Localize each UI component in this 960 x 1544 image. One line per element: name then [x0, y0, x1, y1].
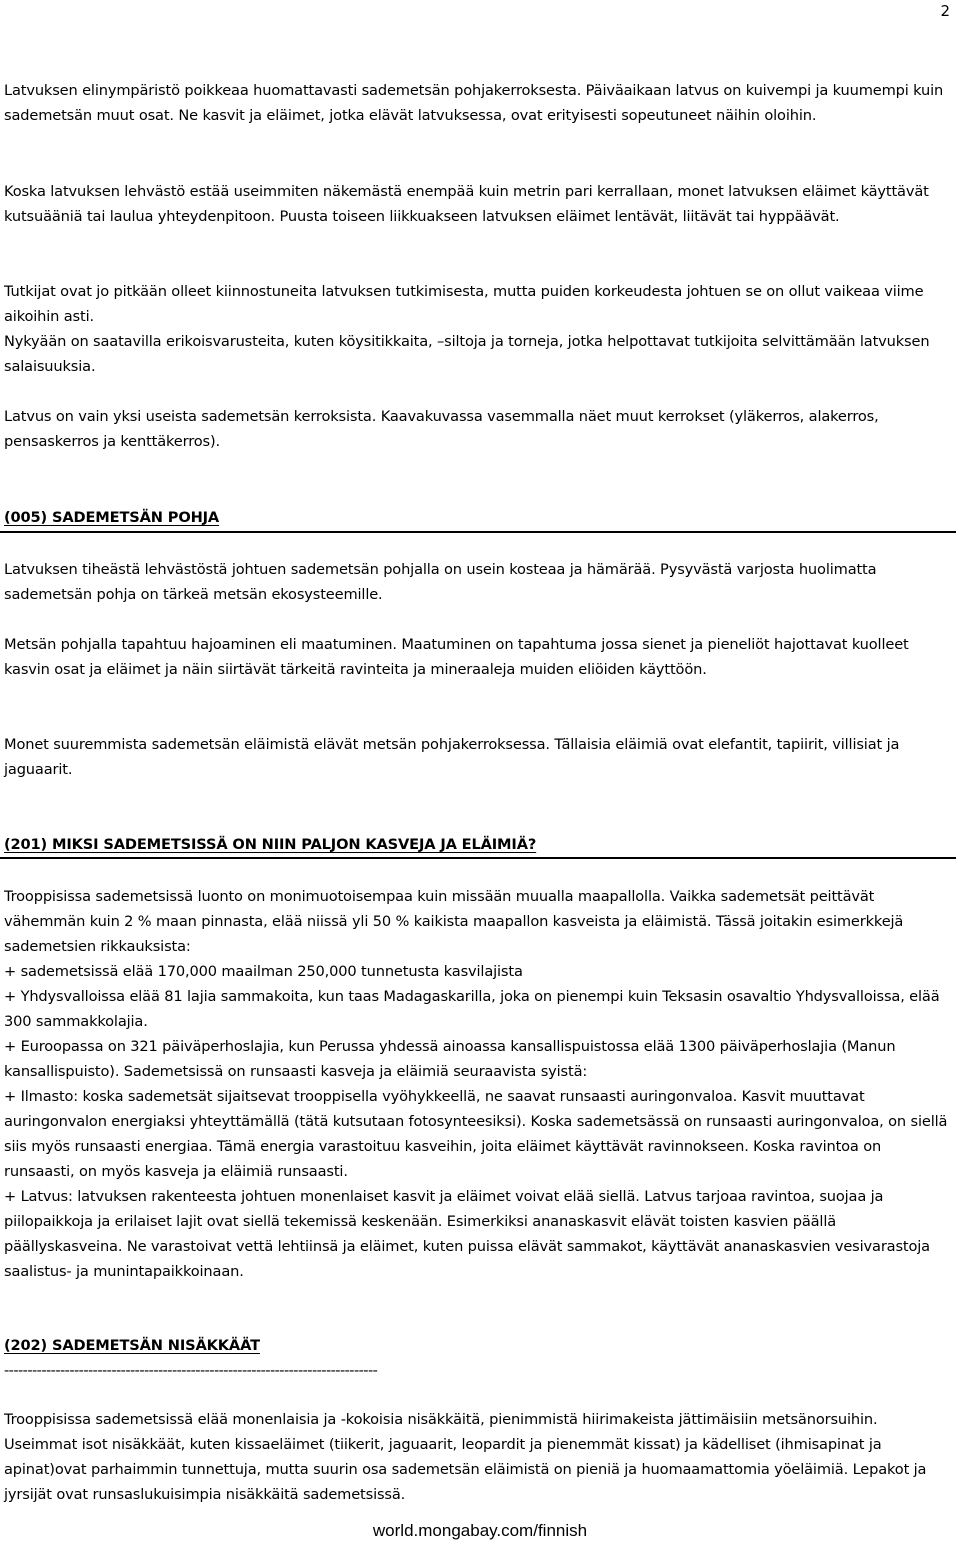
- paragraph-text: Monet suuremmista sademetsän eläimistä elävät metsän pohjakerroksessa. Tällaisia eläimiä ovat elefantit, tapiirit, villisiat ja jaguaarit.: [4, 736, 900, 778]
- section-202-heading-block: [4, 1333, 954, 1383]
- intro-paragraph-2: [4, 179, 954, 229]
- intro-paragraph-4: [4, 329, 954, 379]
- section-201-body: [4, 884, 954, 1284]
- section-heading: (005) SADEMETSÄN POHJA: [4, 509, 220, 526]
- dashed-divider-text: --------------------------------------------------------------------------------: [4, 1362, 378, 1379]
- intro-paragraph-1: [4, 78, 954, 128]
- list-item: + Latvus: latvuksen rakenteesta johtuen monenlaiset kasvit ja eläimet voivat elää siellä. Latvus tarjoaa ravintoa, suojaa ja piilopaikkoja ja erilaiset lajit ovat siellä tekemissä keskenään. Esimerkiksi ananaskasvit elävät toisten kasvien päällä päällyskasveina. Ne varastoivat vettä lehtiinsä ja eläimet, kuten puissa elävät sammakot, käyttävät ananaskasvien vesivarastoja saalistus- ja munintapaikkoinaan.: [4, 1188, 930, 1280]
- intro-paragraph-5: [4, 404, 954, 454]
- section-202-paragraph-1: [4, 1407, 954, 1507]
- list-item: + sademetsissä elää 170,000 maailman 250,000 tunnetusta kasvilajista: [4, 963, 523, 980]
- section-201-heading-block: [4, 832, 954, 857]
- paragraph-text: Nykyään on saatavilla erikoisvarusteita, kuten köysitikkaita, –siltoja ja torneja, jotka helpottavat tutkijoita selvittämään latvuksen salaisuuksia.: [4, 333, 930, 375]
- list-item: + Ilmasto: koska sademetsät sijaitsevat trooppisella vyöhykkeellä, ne saavat runsaasti auringonvaloa. Kasvit muuttavat auringonvalon energiaksi yhteyttämällä (tätä kutsutaan fotosynteesiksi). Koska sademetsässä on runsaasti auringonvaloa, on siellä siis myös runsaasti energiaa. Tämä energia varastoituu kasveihin, joita eläimet käyttävät ravinnokseen. Koska ravintoa on runsaasti, on myös kasveja ja eläimiä runsaasti.: [4, 1088, 948, 1180]
- section-005-paragraph-3: [4, 732, 954, 782]
- paragraph-text: Koska latvuksen lehvästö estää useimmiten näkemästä enempää kuin metrin pari kerrallaan, monet latvuksen eläimet käyttävät kutsuääniä tai laulua yhteydenpitoon. Puusta toiseen liikkuakseen latvuksen eläimet lentävät, liitävät tai hyppäävät.: [4, 183, 929, 225]
- section-005-paragraph-2: [4, 632, 954, 682]
- page-number: 2: [940, 2, 950, 20]
- paragraph-text: Trooppisissa sademetsissä luonto on monimuotoisempaa kuin missään muualla maapallolla. Vaikka sademetsät peittävät vähemmän kuin 2 % maan pinnasta, elää niissä yli 50 % kaikista maapallon kasveista ja eläimistä. Tässä joitakin esimerkkejä sademetsien rikkauksista:: [4, 888, 904, 955]
- intro-paragraph-3: [4, 279, 954, 329]
- paragraph-text: Latvus on vain yksi useista sademetsän kerroksista. Kaavakuvassa vasemmalla näet muut kerrokset (yläkerros, alakerros, pensaskerros ja kenttäkerros).: [4, 408, 879, 450]
- paragraph-text: Metsän pohjalla tapahtuu hajoaminen eli maatuminen. Maatuminen on tapahtuma jossa sienet ja pieneliöt hajottavat kuolleet kasvin osat ja eläimet ja näin siirtävät tärkeitä ravinteita ja mineraaleja muiden eliöiden käyttöön.: [4, 636, 909, 678]
- paragraph-text: Tutkijat ovat jo pitkään olleet kiinnostuneita latvuksen tutkimisesta, mutta puiden korkeudesta johtuen se on ollut vaikeaa viime aikoihin asti.: [4, 283, 924, 325]
- section-005-paragraph-1: [4, 557, 954, 607]
- paragraph-text: Latvuksen elinympäristö poikkeaa huomattavasti sademetsän pohjakerroksesta. Päiväaikaan latvus on kuivempi ja kuumempi kuin sademetsän muut osat. Ne kasvit ja eläimet, jotka elävät latvuksessa, ovat erityisesti sopeutuneet näihin oloihin.: [4, 82, 944, 124]
- paragraph-text: Trooppisissa sademetsissä elää monenlaisia ja -kokoisia nisäkkäitä, pienimmistä hiirimakeista jättimäisiin metsänorsuihin. Useimmat isot nisäkkäät, kuten kissaeläimet (tiikerit, jaguaarit, leopardit ja pienemmät kissat) ja kädelliset (ihmisapinat ja apinat)ovat parhaimmin tunnettuja, mutta suurin osa sademetsän eläimistä on pieniä ja huomaamattomia yöeläimiä. Lepakot ja jyrsijät ovat runsaslukuisimpia nisäkkäitä sademetsissä.: [4, 1411, 927, 1503]
- section-005-heading-block: [4, 505, 954, 530]
- section-heading: (202) SADEMETSÄN NISÄKKÄÄT: [4, 1337, 260, 1354]
- paragraph-text: Latvuksen tiheästä lehvästöstä johtuen sademetsän pohjalla on usein kosteaa ja hämärää. Pysyvästä varjosta huolimatta sademetsän pohja on tärkeä metsän ekosysteemille.: [4, 561, 877, 603]
- list-item: + Yhdysvalloissa elää 81 lajia sammakoita, kun taas Madagaskarilla, joka on pienempi kuin Teksasin osavaltio Yhdysvalloissa, elää 300 sammakkolajia.: [4, 988, 940, 1030]
- section-divider: [0, 531, 956, 533]
- footer-url: world.mongabay.com/finnish: [372, 1521, 588, 1540]
- section-heading: (201) MIKSI SADEMETSISSÄ ON NIIN PALJON KASVEJA JA ELÄIMIÄ?: [4, 836, 537, 853]
- list-item: + Euroopassa on 321 päiväperhoslajia, kun Perussa yhdessä ainoassa kansallispuistossa elää 1300 päiväperhoslajia (Manun kansallispuisto). Sademetsissä on runsaasti kasveja ja eläimiä seuraavista syistä:: [4, 1038, 896, 1080]
- section-divider: [0, 857, 956, 859]
